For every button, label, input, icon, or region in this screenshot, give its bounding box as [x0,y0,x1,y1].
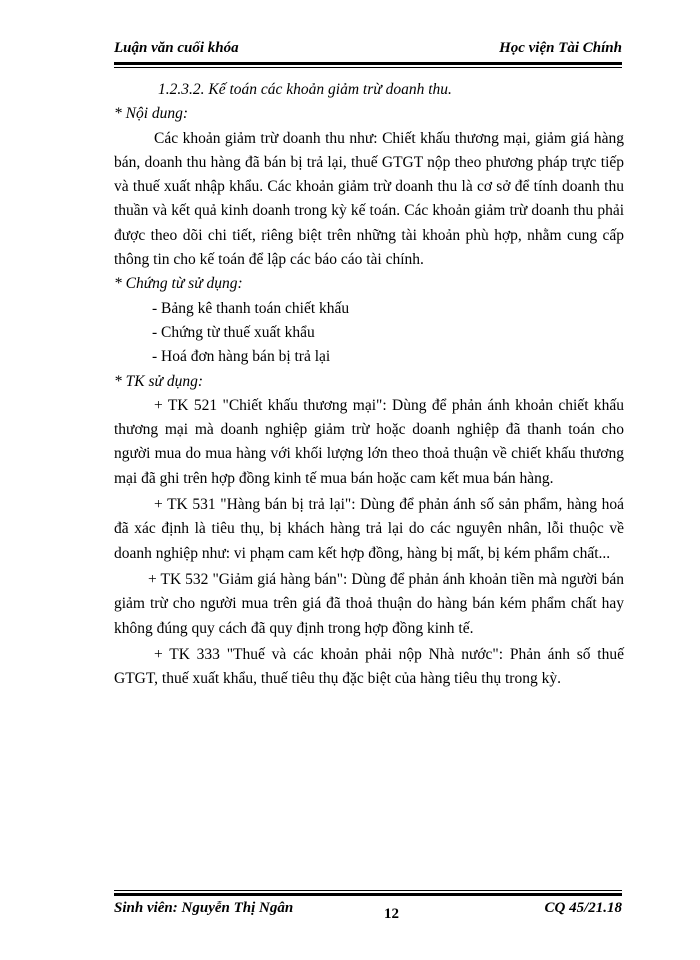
document-item: - Bảng kê thanh toán chiết khấu [152,299,350,317]
account-item-tk333: + TK 333 "Thuế và các khoản phải nộp Nhà nước": Phản ánh số thuế GTGT, thuế xuất khẩu, thuế tiêu thụ đặc biệt của hàng tiêu thụ trong kỳ. [114,645,624,688]
page-number: 12 [384,906,399,922]
account-item-tk531: + TK 531 "Hàng bán bị trả lại": Dùng để phản ánh số sản phẩm, hàng hoá đã xác định là tiêu thụ, bị khách hàng trả lại do các nguyên nhân, lỗi thuộc về doanh nghiệp như: vi phạm cam kết hợp đồng, hàng bị mất, bị kém phẩm chất... [114,496,624,562]
footer-rule-thin [114,890,622,891]
footer-student-name: Sinh viên: Nguyễn Thị Ngân [114,900,294,916]
content-paragraph: Các khoản giảm trừ doanh thu như: Chiết khấu thương mại, giảm giá hàng bán, doanh thu hàng đã bán bị trả lại, thuế GTGT nộp theo phương pháp trực tiếp và thuế xuất nhập khẩu. Các khoản giảm trừ doanh thu là cơ sở để tính doanh thu thuần và kết quả kinh doanh trong kỳ kế toán. Các khoản giảm trừ doanh thu phải được theo dõi chi tiết, riêng biệt trên những tài khoản phù hợp, nhằm cung cấp thông tin cho kế toán để lập các báo cáo tài chính. [114,129,624,269]
account-item-tk532: + TK 532 "Giảm giá hàng bán": Dùng để phản ánh khoản tiền mà người bán giảm trừ cho người mua trên giá đã thoả thuận do hàng bán kém phẩm chất hay không đúng quy cách đã quy định trong hợp đồng kinh tế. [114,570,624,637]
accounts-label: * TK sử dụng: [114,372,203,390]
content-label: * Nội dung: [114,105,189,123]
header-thesis-title: Luận văn cuối khóa [114,40,239,56]
document-item: - Chứng từ thuế xuất khẩu [152,323,315,341]
account-item-tk521: + TK 521 "Chiết khấu thương mại": Dùng để phản ánh khoản chiết khấu thương mại mà doanh nghiệp giảm trừ hoặc doanh nghiệp đã thanh toán cho người mua do mua hàng với khối lượng lớn theo thoả thuận về chiết khấu thương mại đã ghi trên hợp đồng kinh tế mua bán hoặc cam kết mua bán hàng. [114,396,624,487]
footer-class-code: CQ 45/21.18 [544,900,622,916]
document-item: - Hoá đơn hàng bán bị trả lại [152,348,331,366]
page-header [114,38,622,62]
header-rule-thin [114,67,622,68]
header-institution: Học viện Tài Chính [499,40,622,56]
section-title: 1.2.3.2. Kế toán các khoản giảm trừ doanh thu. [158,81,452,98]
page-footer [114,896,622,926]
documents-label: * Chứng từ sử dụng: [114,275,243,293]
header-rule-thick [114,62,622,65]
document-body [114,78,624,691]
